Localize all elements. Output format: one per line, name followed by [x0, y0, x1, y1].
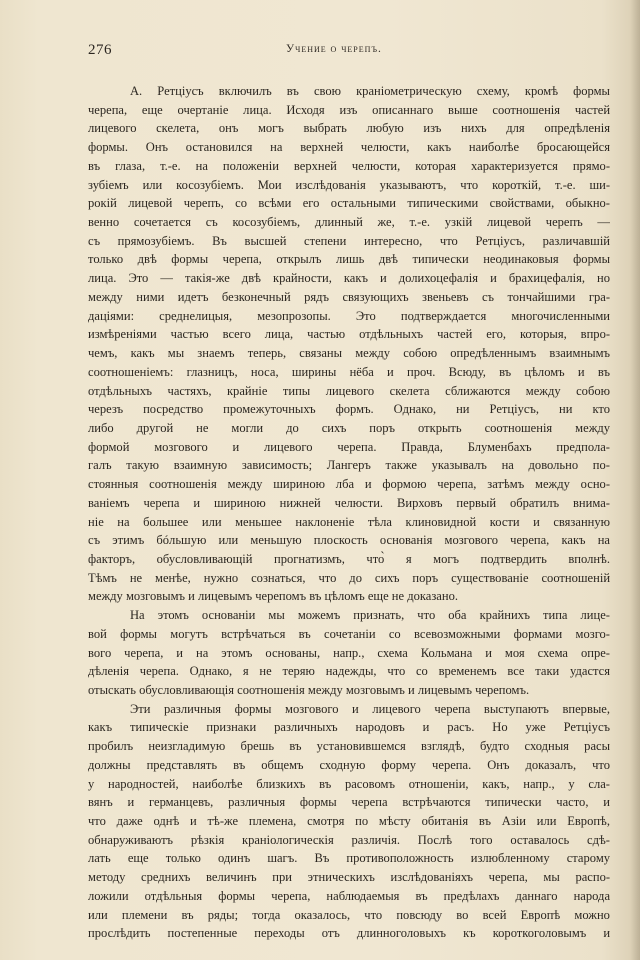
- running-title: Учение о черепъ.: [286, 43, 382, 55]
- text-line: съ этимъ бóльшую или меньшую плоскость основанія мозгового черепа, какъ на: [88, 533, 610, 548]
- text-line: рокій лицевой черепъ, со всѣми его остальными типическими свойствами, обыкно-: [88, 196, 610, 211]
- text-line: соотношеніемъ: глазницъ, носа, ширины нёба и проч. Всюду, въ цѣломъ и въ: [88, 364, 610, 379]
- page-header: [88, 42, 582, 62]
- text-line: отдѣльныхъ частяхъ, крайніе типы лицевого скелета сближаются между собою: [88, 383, 610, 398]
- text-line: вого черепа, и на этомъ основаны, напр., схема Кольмана и моя схема опре-: [88, 645, 610, 660]
- text-line: факторъ, обусловливающій прогнатизмъ, что̀ я могъ подтвердить вполнѣ.: [88, 551, 611, 566]
- text-line: дѣленія черепа. Однако, я не теряю надежды, что со временемъ все таки удастся: [88, 664, 611, 679]
- text-line: лать еще только одинъ шагъ. Въ противоположность излюбленному старому: [88, 851, 611, 866]
- text-line: прослѣдить постепенные переходы отъ длинноголовыхъ къ короткоголовымъ и: [88, 926, 611, 941]
- text-line: должны представлять въ общемъ сходную форму черепа. Онъ доказалъ, что: [88, 757, 611, 772]
- text-line: стоянныя соотношенія между шириною лба и формою черепа, затѣмъ между осно-: [88, 477, 610, 492]
- text-line: какъ типическіе признаки различныхъ народовъ и расъ. Но уже Ретціусъ: [88, 720, 610, 735]
- text-line: чемъ, какъ мы знаемъ теперь, связаны между собою опредѣленнымъ взаимнымъ: [88, 346, 611, 361]
- text-line: венно сочетается съ косозубіемъ, длинный же, т.-е. узкій лицевой черепъ —: [88, 215, 610, 230]
- text-line: либо другой не могли до сихъ поръ открыть соотношенія между: [88, 420, 611, 435]
- text-line: зубіемъ или косозубіемъ. Мои изслѣдованія указываютъ, что короткій, т.-е. ши-: [88, 177, 611, 192]
- text-line: пробилъ неизгладимую брешь въ установившемся взглядѣ, будто сходныя расы: [88, 739, 611, 754]
- text-line: отыскать обусловливающія соотношенія между мозговымъ и лицевымъ черепомъ.: [88, 683, 530, 697]
- text-line: А. Ретціусъ включилъ въ свою краніометрическую схему, кромѣ формы: [130, 84, 610, 98]
- body-text: [88, 82, 610, 943]
- text-line: черезъ посредство промежуточныхъ формъ. Однако, ни Ретціусъ, ни кто: [88, 402, 610, 417]
- text-line: ваніемъ черепа и шириною нижней челюсти. Вирховъ первый обратилъ внима-: [88, 495, 610, 510]
- text-line: На этомъ основаніи мы можемъ признать, что оба крайнихъ типа лице-: [130, 608, 610, 623]
- text-line: черепа, еще очертаніе лица. Исходя изъ описаннаго выше соотношенія частей: [88, 102, 611, 117]
- text-line: ніе на большее или меньшее наклоненіе тѣла клиновидной кости и связанную: [88, 514, 611, 529]
- text-line: Эти различныя формы мозгового и лицевого черепа выступаютъ впервые,: [130, 701, 611, 716]
- text-line: только двѣ формы черепа, открылъ лишь двѣ типически неодинаковыя формы: [88, 252, 611, 267]
- text-line: вянъ и германцевъ, различныя формы черепа встрѣчаются типически часто, и: [88, 795, 610, 810]
- text-line: лицевого скелета, онъ могъ выбрать любую изъ нихъ для опредѣленія: [88, 121, 611, 136]
- text-line: что даже однѣ и тѣ-же племена, смотря по мѣсту обитанія въ Азіи или Европѣ,: [88, 814, 611, 829]
- text-line: обнаруживаютъ рѣзкія краніологическія различія. Послѣ того оставалось сдѣ-: [88, 832, 610, 847]
- text-line: галъ такую взаимную зависимость; Лангеръ также указывалъ на довольно по-: [88, 458, 610, 473]
- text-line: между мозговымъ и лицевымъ черепомъ въ цѣломъ еще не доказано.: [88, 589, 458, 604]
- text-line: формой мозгового и лицевого черепа. Правда, Блуменбахъ предпола-: [88, 439, 610, 454]
- text-line: ложили отдѣльныя формы черепа, наблюдаемыя въ предѣлахъ даннаго народа: [88, 888, 611, 903]
- text-line: формы. Онъ остановился на верхней челюсти, какъ наиболѣе бросающейся: [88, 140, 611, 155]
- text-line: Тѣмъ не менѣе, нужно сознаться, что до сихъ поръ существованіе соотношеній: [88, 570, 611, 585]
- text-line: въ глаза, т.-е. на положеніи верхней челюсти, которая характеризуется прямо-: [88, 158, 610, 173]
- text-line: между ними идетъ безконечный рядъ связующихъ звеньевъ съ тончайшими гра-: [88, 289, 610, 304]
- text-line: измѣреніями частью всего лица, частью отдѣльныхъ частей его, которыя, впро-: [88, 327, 611, 342]
- text-line: или племени въ ряды; тогда оказалось, что повсюду во всей Европѣ можно: [88, 907, 610, 922]
- text-line: лица. Это — такія-же двѣ крайности, какъ и долихоцефалія и брахицефалія, но: [88, 271, 611, 286]
- text-line: даціями: среднелицыя, мезопрозопы. Это подтверждается многочисленными: [88, 308, 610, 323]
- text-line: вой формы могутъ встрѣчаться въ сочетаніи со всевозможными формами мозго-: [88, 626, 610, 641]
- text-line: у народностей, наиболѣе близкихъ въ расовомъ отношеніи, какъ, напр., у сла-: [88, 776, 610, 791]
- text-line: методу среднихъ величинъ при этническихъ изслѣдованіяхъ черепа, мы распо-: [88, 870, 611, 885]
- page-edge-shadow: [630, 0, 640, 960]
- page-number: 276: [88, 42, 112, 58]
- text-line: съ прямозубіемъ. Въ высшей степени интересно, что Ретціусъ, различавшій: [88, 233, 611, 248]
